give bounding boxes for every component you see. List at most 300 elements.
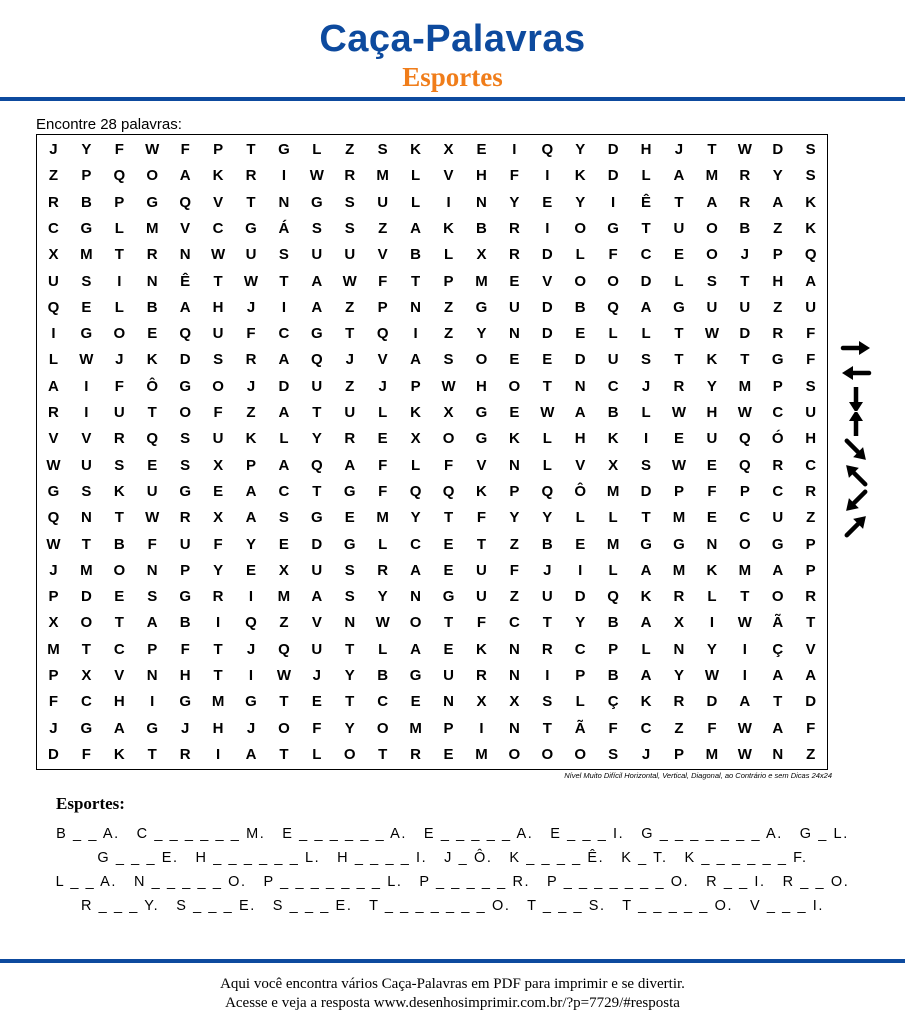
grid-cell[interactable]: T [542, 719, 552, 737]
grid-cell[interactable]: B [739, 219, 751, 237]
grid-cell[interactable]: U [377, 193, 389, 211]
grid-cell[interactable]: F [378, 482, 388, 500]
grid-cell[interactable]: B [607, 614, 619, 632]
grid-cell[interactable]: G [245, 219, 257, 237]
grid-cell[interactable]: E [443, 535, 454, 553]
grid-cell[interactable]: R [508, 246, 520, 264]
grid-cell[interactable]: M [145, 219, 159, 237]
grid-cell[interactable]: E [443, 561, 454, 579]
grid-cell[interactable]: W [243, 272, 259, 290]
grid-cell[interactable]: U [146, 482, 158, 500]
grid-cell[interactable]: T [773, 693, 783, 711]
grid-cell[interactable]: U [508, 298, 520, 316]
grid-cell[interactable]: E [443, 640, 454, 658]
grid-cell[interactable]: Z [443, 298, 454, 316]
grid-cell[interactable]: I [446, 193, 451, 211]
grid-cell[interactable]: V [48, 430, 59, 448]
grid-cell[interactable]: D [574, 588, 586, 606]
grid-cell[interactable]: S [443, 351, 454, 369]
grid-cell[interactable]: T [279, 272, 289, 290]
grid-cell[interactable]: U [443, 667, 454, 684]
grid-cell[interactable]: F [608, 719, 618, 737]
grid-cell[interactable]: T [246, 141, 256, 158]
grid-cell[interactable]: S [81, 272, 92, 290]
grid-cell[interactable]: D [48, 745, 59, 763]
grid-cell[interactable]: N [508, 667, 520, 684]
grid-cell[interactable]: B [574, 298, 586, 316]
grid-cell[interactable]: I [84, 404, 89, 421]
grid-cell[interactable]: G [475, 404, 488, 421]
grid-cell[interactable]: P [81, 167, 92, 185]
grid-cell[interactable]: V [476, 456, 487, 474]
grid-cell[interactable]: U [607, 351, 619, 369]
grid-cell[interactable]: Ç [607, 693, 619, 711]
grid-cell[interactable]: R [739, 167, 751, 185]
grid-cell[interactable]: Q [804, 246, 817, 264]
grid-cell[interactable]: F [378, 272, 388, 290]
grid-cell[interactable]: L [542, 456, 552, 474]
grid-cell[interactable]: W [737, 404, 752, 421]
grid-cell[interactable]: R [48, 193, 59, 211]
grid-cell[interactable]: Z [279, 614, 289, 632]
grid-cell[interactable]: S [805, 377, 816, 395]
grid-cell[interactable]: N [706, 535, 718, 553]
grid-cell[interactable]: I [545, 219, 550, 237]
grid-cell[interactable]: U [772, 509, 784, 527]
grid-cell[interactable]: L [707, 588, 717, 606]
grid-cell[interactable]: P [48, 667, 59, 684]
grid-cell[interactable]: T [740, 351, 750, 369]
grid-cell[interactable]: M [47, 640, 60, 658]
grid-cell[interactable]: A [278, 351, 290, 369]
grid-cell[interactable]: S [180, 430, 191, 448]
grid-cell[interactable]: R [179, 509, 191, 527]
grid-cell[interactable]: E [542, 193, 553, 211]
grid-cell[interactable]: A [640, 614, 652, 632]
grid-cell[interactable]: Z [773, 298, 783, 316]
grid-cell[interactable]: O [706, 219, 718, 237]
grid-cell[interactable]: G [475, 298, 488, 316]
grid-cell[interactable]: K [245, 430, 257, 448]
grid-cell[interactable]: O [80, 614, 93, 632]
grid-cell[interactable]: X [509, 693, 520, 711]
grid-cell[interactable]: F [213, 535, 223, 553]
grid-cell[interactable]: Z [509, 535, 519, 553]
grid-cell[interactable]: J [740, 246, 749, 264]
grid-cell[interactable]: Z [773, 219, 783, 237]
grid-cell[interactable]: R [113, 430, 125, 448]
grid-cell[interactable]: A [179, 167, 191, 185]
grid-cell[interactable]: D [706, 693, 718, 711]
grid-cell[interactable]: V [114, 667, 125, 684]
grid-cell[interactable]: U [212, 325, 224, 343]
grid-cell[interactable]: M [705, 167, 719, 185]
grid-cell[interactable]: Y [213, 561, 224, 579]
grid-cell[interactable]: S [278, 246, 289, 264]
grid-cell[interactable]: U [179, 535, 191, 553]
grid-cell[interactable]: A [805, 667, 817, 684]
grid-cell[interactable]: X [213, 509, 224, 527]
grid-cell[interactable]: Y [575, 193, 586, 211]
grid-cell[interactable]: K [607, 430, 619, 448]
grid-cell[interactable]: R [739, 193, 751, 211]
grid-cell[interactable]: D [541, 246, 553, 264]
grid-cell[interactable]: A [410, 561, 422, 579]
grid-cell[interactable]: D [311, 535, 323, 553]
grid-cell[interactable]: U [673, 219, 685, 237]
grid-cell[interactable]: R [410, 745, 422, 763]
grid-cell[interactable]: L [411, 456, 421, 474]
grid-cell[interactable]: D [574, 351, 586, 369]
grid-cell[interactable]: G [146, 719, 159, 737]
grid-cell[interactable]: Z [443, 325, 454, 343]
grid-cell[interactable]: W [276, 667, 291, 684]
grid-cell[interactable]: J [49, 561, 58, 579]
grid-cell[interactable]: K [212, 167, 224, 185]
grid-cell[interactable]: A [245, 509, 257, 527]
grid-cell[interactable]: P [509, 482, 520, 500]
grid-cell[interactable]: Q [442, 482, 455, 500]
grid-cell[interactable]: O [607, 272, 619, 290]
grid-cell[interactable]: U [212, 430, 224, 448]
grid-cell[interactable]: I [578, 561, 583, 579]
grid-cell[interactable]: M [738, 377, 752, 395]
grid-cell[interactable]: O [541, 745, 554, 763]
grid-cell[interactable]: V [575, 456, 586, 474]
grid-cell[interactable]: G [640, 535, 652, 553]
grid-cell[interactable]: Y [311, 430, 322, 448]
grid-cell[interactable]: C [80, 693, 92, 711]
grid-cell[interactable]: Z [246, 404, 256, 421]
grid-cell[interactable]: L [378, 404, 388, 421]
grid-cell[interactable]: Y [706, 377, 717, 395]
grid-cell[interactable]: H [476, 167, 487, 185]
grid-cell[interactable]: U [706, 430, 718, 448]
grid-cell[interactable]: C [48, 219, 59, 237]
grid-cell[interactable]: P [48, 588, 59, 606]
grid-cell[interactable]: N [508, 640, 520, 658]
grid-cell[interactable]: E [311, 693, 322, 711]
grid-cell[interactable]: P [114, 193, 125, 211]
grid-cell[interactable]: F [246, 325, 256, 343]
grid-cell[interactable]: Y [509, 509, 520, 527]
grid-cell[interactable]: U [805, 404, 817, 421]
grid-cell[interactable]: F [81, 745, 91, 763]
grid-cell[interactable]: Z [48, 167, 59, 185]
grid-cell[interactable]: R [344, 167, 356, 185]
grid-cell[interactable]: A [311, 588, 323, 606]
grid-cell[interactable]: T [476, 535, 487, 553]
grid-cell[interactable]: T [443, 614, 454, 632]
grid-cell[interactable]: D [541, 325, 553, 343]
grid-cell[interactable]: G [771, 351, 784, 369]
grid-cell[interactable]: N [508, 719, 520, 737]
grid-cell[interactable]: I [709, 614, 714, 632]
grid-cell[interactable]: J [246, 719, 256, 737]
grid-cell[interactable]: D [640, 482, 652, 500]
grid-cell[interactable]: L [674, 272, 684, 290]
grid-cell[interactable]: Q [245, 614, 257, 632]
grid-cell[interactable]: V [443, 167, 454, 185]
grid-cell[interactable]: N [410, 588, 422, 606]
grid-cell[interactable]: V [311, 614, 322, 632]
grid-cell[interactable]: Q [47, 298, 60, 316]
grid-cell[interactable]: G [80, 325, 93, 343]
grid-cell[interactable]: R [772, 456, 784, 474]
grid-cell[interactable]: A [48, 377, 59, 395]
grid-cell[interactable]: Y [377, 588, 388, 606]
grid-cell[interactable]: N [673, 640, 685, 658]
grid-cell[interactable]: D [640, 272, 652, 290]
grid-cell[interactable]: A [574, 404, 586, 421]
grid-cell[interactable]: O [409, 614, 422, 632]
grid-cell[interactable]: N [344, 614, 356, 632]
grid-cell[interactable]: U [805, 298, 817, 316]
grid-cell[interactable]: F [147, 535, 157, 553]
grid-cell[interactable]: G [245, 693, 257, 711]
grid-cell[interactable]: S [344, 193, 355, 211]
grid-cell[interactable]: K [508, 430, 520, 448]
grid-cell[interactable]: L [48, 351, 59, 369]
grid-cell[interactable]: X [608, 456, 619, 474]
grid-cell[interactable]: G [179, 588, 191, 606]
grid-cell[interactable]: T [345, 693, 355, 711]
grid-cell[interactable]: A [706, 193, 718, 211]
grid-cell[interactable]: S [377, 141, 388, 158]
grid-cell[interactable]: C [574, 640, 586, 658]
grid-cell[interactable]: N [410, 298, 422, 316]
grid-cell[interactable]: P [180, 561, 191, 579]
grid-cell[interactable]: R [673, 377, 685, 395]
grid-cell[interactable]: W [704, 667, 719, 684]
grid-cell[interactable]: P [147, 640, 158, 658]
grid-cell[interactable]: A [805, 272, 817, 290]
grid-cell[interactable]: F [806, 719, 816, 737]
grid-cell[interactable]: R [673, 693, 685, 711]
grid-cell[interactable]: E [575, 535, 586, 553]
grid-cell[interactable]: U [311, 246, 323, 264]
grid-cell[interactable]: O [574, 219, 587, 237]
grid-cell[interactable]: F [312, 719, 322, 737]
grid-cell[interactable]: P [377, 298, 388, 316]
grid-cell[interactable]: T [114, 509, 124, 527]
grid-cell[interactable]: K [146, 351, 158, 369]
grid-cell[interactable]: G [771, 535, 784, 553]
grid-cell[interactable]: X [410, 430, 421, 448]
grid-cell[interactable]: R [48, 404, 59, 421]
grid-cell[interactable]: T [279, 745, 289, 763]
grid-cell[interactable]: M [80, 246, 93, 264]
grid-cell[interactable]: A [344, 456, 356, 474]
grid-cell[interactable]: P [805, 561, 816, 579]
grid-cell[interactable]: T [81, 535, 91, 553]
grid-cell[interactable]: C [772, 404, 784, 421]
grid-cell[interactable]: S [641, 456, 652, 474]
grid-cell[interactable]: R [772, 325, 784, 343]
grid-cell[interactable]: E [410, 693, 421, 711]
grid-cell[interactable]: M [80, 561, 93, 579]
grid-cell[interactable]: T [246, 193, 256, 211]
grid-cell[interactable]: E [377, 430, 388, 448]
grid-cell[interactable]: H [640, 141, 652, 158]
grid-cell[interactable]: D [541, 298, 553, 316]
grid-cell[interactable]: X [48, 246, 59, 264]
grid-cell[interactable]: E [706, 509, 717, 527]
grid-cell[interactable]: C [640, 246, 652, 264]
grid-cell[interactable]: I [611, 193, 616, 211]
grid-cell[interactable]: S [81, 482, 92, 500]
grid-cell[interactable]: Y [575, 141, 586, 158]
grid-cell[interactable]: Q [376, 325, 389, 343]
grid-cell[interactable]: G [409, 667, 422, 684]
grid-cell[interactable]: A [640, 298, 652, 316]
grid-cell[interactable]: E [114, 588, 125, 606]
grid-cell[interactable]: A [113, 719, 125, 737]
grid-cell[interactable]: X [443, 141, 454, 158]
grid-cell[interactable]: Ê [641, 193, 652, 211]
grid-cell[interactable]: O [771, 588, 784, 606]
grid-cell[interactable]: N [574, 377, 586, 395]
grid-cell[interactable]: S [805, 167, 816, 185]
grid-cell[interactable]: A [640, 561, 652, 579]
grid-cell[interactable]: T [114, 614, 124, 632]
grid-cell[interactable]: S [278, 509, 289, 527]
grid-cell[interactable]: U [80, 456, 92, 474]
grid-cell[interactable]: I [248, 667, 254, 684]
grid-cell[interactable]: E [443, 745, 454, 763]
grid-cell[interactable]: T [279, 693, 289, 711]
grid-cell[interactable]: K [706, 351, 718, 369]
grid-cell[interactable]: O [442, 430, 455, 448]
grid-cell[interactable]: X [81, 667, 92, 684]
grid-cell[interactable]: P [213, 141, 224, 158]
grid-cell[interactable]: N [146, 667, 158, 684]
grid-cell[interactable]: W [441, 377, 456, 395]
grid-cell[interactable]: R [508, 219, 520, 237]
grid-cell[interactable]: K [113, 482, 125, 500]
grid-cell[interactable]: U [113, 404, 125, 421]
grid-cell[interactable]: T [806, 614, 816, 632]
grid-cell[interactable]: E [213, 482, 224, 500]
grid-cell[interactable]: T [740, 272, 750, 290]
grid-cell[interactable]: N [179, 246, 191, 264]
grid-cell[interactable]: W [671, 404, 687, 421]
grid-cell[interactable]: P [673, 745, 684, 763]
grid-cell[interactable]: O [738, 535, 751, 553]
grid-cell[interactable]: F [707, 719, 717, 737]
grid-cell[interactable]: F [114, 377, 124, 395]
grid-cell[interactable]: A [772, 193, 784, 211]
grid-cell[interactable]: T [674, 193, 684, 211]
grid-cell[interactable]: L [575, 693, 585, 711]
grid-cell[interactable]: G [343, 482, 356, 500]
grid-cell[interactable]: C [607, 377, 619, 395]
grid-cell[interactable]: L [114, 219, 124, 237]
grid-cell[interactable]: X [673, 614, 684, 632]
grid-cell[interactable]: Y [81, 141, 92, 158]
grid-cell[interactable]: J [674, 141, 684, 158]
grid-cell[interactable]: P [739, 482, 750, 500]
grid-cell[interactable]: E [542, 351, 553, 369]
grid-cell[interactable]: J [246, 298, 256, 316]
grid-cell[interactable]: L [312, 745, 322, 763]
grid-cell[interactable]: A [311, 298, 323, 316]
grid-cell[interactable]: H [772, 272, 784, 290]
grid-cell[interactable]: E [476, 141, 487, 158]
grid-cell[interactable]: Z [509, 588, 519, 606]
grid-cell[interactable]: S [114, 456, 125, 474]
grid-cell[interactable]: Q [179, 325, 191, 343]
grid-cell[interactable]: F [806, 325, 816, 343]
grid-cell[interactable]: D [805, 693, 817, 711]
grid-cell[interactable]: J [49, 719, 58, 737]
grid-cell[interactable]: W [737, 719, 752, 737]
grid-cell[interactable]: J [180, 719, 190, 737]
grid-cell[interactable]: I [281, 298, 286, 316]
grid-cell[interactable]: A [739, 693, 751, 711]
grid-cell[interactable]: S [805, 141, 816, 158]
grid-cell[interactable]: I [742, 640, 747, 658]
grid-cell[interactable]: B [146, 298, 158, 316]
grid-cell[interactable]: U [48, 272, 59, 290]
grid-cell[interactable]: K [805, 193, 817, 211]
grid-cell[interactable]: E [673, 430, 684, 448]
grid-cell[interactable]: Z [806, 745, 816, 763]
grid-cell[interactable]: E [278, 535, 289, 553]
grid-cell[interactable]: G [475, 430, 488, 448]
grid-cell[interactable]: G [146, 193, 159, 211]
grid-cell[interactable]: F [608, 246, 618, 264]
grid-cell[interactable]: F [443, 456, 454, 474]
grid-cell[interactable]: L [378, 535, 388, 553]
grid-cell[interactable]: F [476, 614, 487, 632]
grid-cell[interactable]: W [46, 456, 61, 474]
grid-cell[interactable]: P [772, 246, 783, 264]
grid-cell[interactable]: G [311, 193, 323, 211]
grid-cell[interactable]: K [113, 745, 125, 763]
grid-cell[interactable]: G [278, 141, 290, 158]
grid-cell[interactable]: T [147, 745, 157, 763]
grid-cell[interactable]: R [541, 640, 553, 658]
grid-cell[interactable]: T [740, 588, 750, 606]
grid-cell[interactable]: G [47, 482, 60, 500]
grid-cell[interactable]: H [476, 377, 487, 395]
grid-cell[interactable]: Á [278, 219, 290, 237]
grid-cell[interactable]: N [508, 456, 520, 474]
grid-cell[interactable]: S [311, 219, 322, 237]
grid-cell[interactable]: H [113, 693, 125, 711]
grid-cell[interactable]: P [245, 456, 256, 474]
grid-cell[interactable]: O [278, 719, 290, 737]
grid-cell[interactable]: T [312, 482, 322, 500]
grid-cell[interactable]: Z [806, 509, 816, 527]
grid-cell[interactable]: J [345, 351, 354, 369]
grid-cell[interactable]: P [608, 640, 619, 658]
grid-cell[interactable]: T [213, 640, 223, 658]
grid-cell[interactable]: B [541, 535, 553, 553]
grid-cell[interactable]: D [772, 141, 784, 158]
grid-cell[interactable]: F [509, 561, 519, 579]
grid-cell[interactable]: Z [345, 141, 355, 158]
grid-cell[interactable]: T [641, 509, 651, 527]
grid-cell[interactable]: M [606, 482, 620, 500]
grid-cell[interactable]: E [509, 272, 520, 290]
grid-cell[interactable]: Ê [180, 272, 191, 290]
grid-cell[interactable]: A [245, 745, 257, 763]
grid-cell[interactable]: I [248, 588, 254, 606]
grid-cell[interactable]: L [114, 298, 124, 316]
grid-cell[interactable]: H [212, 298, 224, 316]
